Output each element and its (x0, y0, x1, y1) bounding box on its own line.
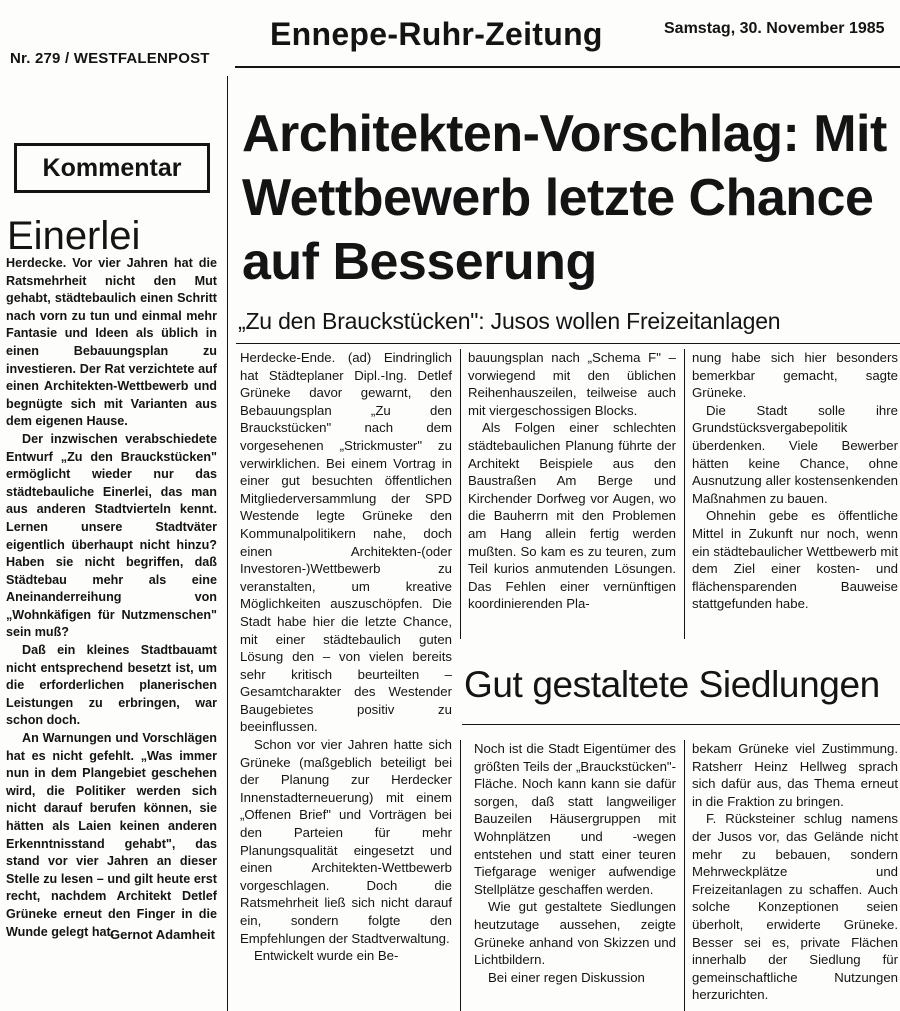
article-paragraph: Ohnehin gebe es öffentliche Mittel in Zukunft nur noch, wenn ein städtebaulicher Wettbewerb mit dem Ziel einer kosten- und flächensparenden Bauweise stattgefunden habe. (692, 508, 898, 612)
article-rule (236, 343, 900, 344)
article-paragraph: nung habe sich hier besonders bemerkbar gemacht, sagte Grüneke. (692, 350, 898, 401)
sidebar-article-rule (462, 724, 900, 725)
issue-line: Nr. 279 / WESTFALENPOST (10, 50, 210, 67)
article-paragraph: bekam Grüneke viel Zustimmung. Ratsherr Heinz Hellweg sprach sich dafür aus, das Thema erneut in die Fraktion zu bringen. (692, 741, 898, 809)
article-column-1 (240, 349, 452, 965)
article-subhead: „Zu den Brauckstücken": Jusos wollen Freizeitanlagen (238, 308, 781, 334)
commentary-paragraph: Daß ein kleines Stadtbauamt nicht entsprechend besetzt ist, um die erforderlichen planerischen Leistungen zu erbringen, war schon doch. (6, 643, 217, 728)
commentary-title: Einerlei (7, 214, 141, 258)
article-paragraph: Die Stadt solle ihre Grundstücksvergabepolitik überdenken. Viele Bewerber hätten keine Chance, ohne Ausnutzung aller kostensenkenden Maßnahmen zu bauen. (692, 402, 898, 506)
article-paragraph: Schon vor vier Jahren hatte sich Grüneke (maßgeblich beteiligt bei der Planung zur Herdecker Innenstadterneuerung) mit einem „Offenen Brief" und Vorträgen bei den Parteien für mehr Planungsqualität eingesetzt und einen Architekten-Wettbewerb vorgeschlagen. Doch die Ratsmehrheit ließ sich nicht darauf ein, sondern folgte den Empfehlungen der Stadtverwaltung. (240, 737, 452, 946)
sidebar-article-column-1 (474, 740, 676, 986)
article-column-2 (468, 349, 676, 613)
article-paragraph: Herdecke-Ende. (ad) Eindringlich hat Städteplaner Dipl.-Ing. Detlef Grüneke davor gewarnt, den Bebauungsplan „Zu den Brauckstücken" nach dem vorgesehenen „Strickmuster" zu verwirklichen. Bei einem Vortrag in einer gut besuchten öffentlichen Mitgliederversammlung der SPD Westende legte Grüneke den Kommunalpolitikern nahe, doch einen Architekten-(oder Investoren-)Wettbewerb zu veranstalten, um kreative Möglichkeiten auszuschöpfen. Die Stadt habe hier die letzte Chance, mit einer städtebaulich guten Lösung den – von vielen bereits sehr kritisch beurteilten – Gesamtcharakter des Westender Baugebietes positiv zu beeinflussen. (240, 350, 452, 735)
masthead-rule (235, 66, 900, 68)
commentary-label: Kommentar (42, 153, 182, 182)
column-divider (227, 76, 228, 1011)
commentary-paragraph: An Warnungen und Vorschlägen hat es nicht gefehlt. „Was immer nun in dem Plangebiet geschehen wird, die Politiker werden sich nicht darauf berufen können, sie hätten als Laien keinen anderen Erkenntnisstand gehabt", das stand vor vier Jahren an dieser Stelle zu lesen – und gilt heute erst recht, nachdem Architekt Detlef Grüneke erneut den Finger in die Wunde gelegt hat. (6, 731, 217, 939)
sidebar-article-title: Gut gestaltete Siedlungen (464, 664, 880, 705)
commentary-label-box (14, 143, 210, 193)
newspaper-title: Ennepe-Ruhr-Zeitung (270, 16, 603, 52)
article-paragraph: Bei einer regen Diskussion (488, 969, 645, 985)
article-paragraph: F. Rücksteiner schlug namens der Jusos vor, das Gelände nicht mehr zu bebauen, sondern Mehrweckplätze und Freizeitanlagen zu schaffen. Auch solche Konzeptionen seien überholt, erwiderte Grüneke. Besser sei es, private Flächen innerhalb der Siedlung für gemeinschaftliche Nutzungen herzurichten. (692, 811, 898, 1003)
sidebar-article-column-2 (692, 740, 898, 1004)
column-divider (460, 349, 461, 639)
article-paragraph: Wie gut gestaltete Siedlungen heutzutage aussehen, zeigte Grüneke anhand von Skizzen und Lichtbildern. (474, 899, 676, 968)
commentary-paragraph: Herdecke. Vor vier Jahren hat die Ratsmehrheit nicht den Mut gehabt, städtebaulich einen Schritt nach vorn zu tun und einmal mehr Fantasie und Ideen als üblich in einen Bebauungsplan zu investieren. Der Rat verzichtete auf einen Architekten-Wettbewerb und begnügte sich mit Varianten aus dem eigenen Hause. (6, 256, 217, 429)
column-divider (460, 740, 461, 1011)
article-column-3 (692, 349, 898, 613)
commentary-body (6, 255, 217, 941)
article-headline: Architekten-Vorschlag: Mit Wettbewerb letzte Chance auf Besserung (242, 105, 887, 291)
article-paragraph: bauungsplan nach „Schema F" – vorwiegend mit den üblichen Reihenhauszeilen, teilweise auch mit viergeschossigen Blocks. (468, 350, 676, 418)
issue-date: Samstag, 30. November 1985 (664, 20, 885, 37)
column-divider (684, 349, 685, 639)
article-paragraph: Entwickelt wurde ein Be- (254, 948, 399, 964)
article-paragraph: Noch ist die Stadt Eigentümer des größten Teils der „Brauckstücken"-Fläche. Noch kann kann sie dafür sorgen, daß statt langweiliger Bauzeilen Häusergruppen mit Wohnplätzen und -wegen entstehen und statt einer teuren Tiefgarage weniger aufwendige Stellplätze geschaffen werden. (474, 741, 676, 897)
article-paragraph: Als Folgen einer schlechten städtebaulichen Planung führte der Architekt Beispiele aus den Baustraßen Am Berge und Kirchender Dorfweg vor Augen, wo die Bauherrn mit den Problemen am Hang allein fertig werden mußten. So kam es zu teuren, zum Teil kurios anmutenden Lösungen. Das Fehlen einer vernünftigen koordinierenden Pla- (468, 420, 676, 612)
column-divider (684, 740, 685, 1011)
commentary-paragraph: Der inzwischen verabschiedete Entwurf „Zu den Brauckstücken" ermöglicht wieder nur das städtebauliche Einerlei, das man aus anderen Stadtvierteln kennt. Lernen unsere Stadtväter eigentlich überhaupt nicht hinzu? Haben sie nicht begriffen, daß Städtebau mehr als eine Aneinanderreihung von „Wohnkäfigen für Nutzmenschen" sein muß? (6, 431, 217, 640)
commentary-author: Gernot Adamheit (110, 927, 215, 942)
